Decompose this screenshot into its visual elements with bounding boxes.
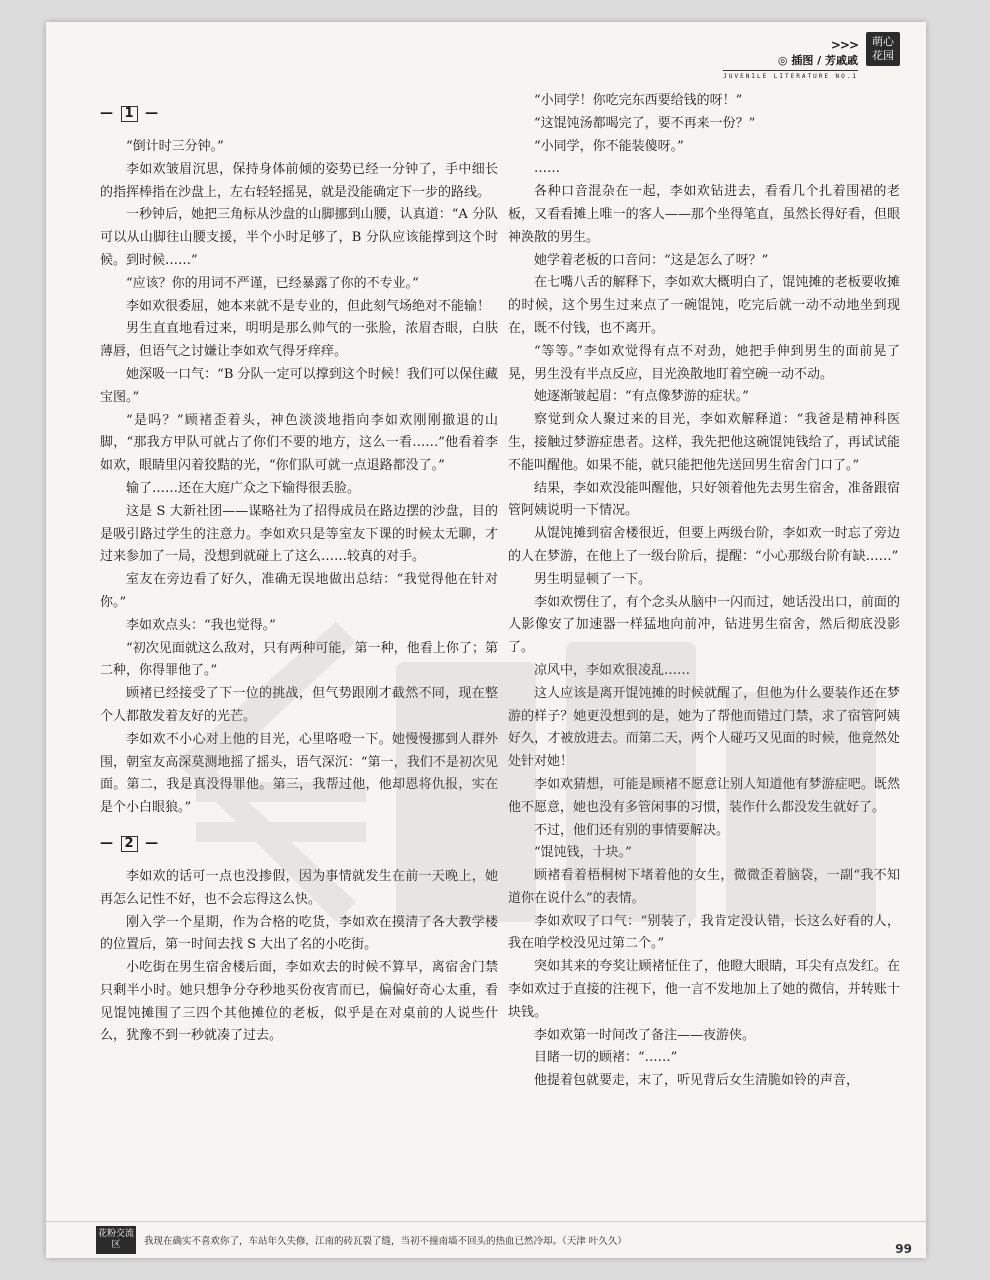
paragraph: 李如欢叹了口气：“别装了，我肯定没认错，长这么好看的人，我在咱学校没见过第二个。” xyxy=(508,913,900,952)
paragraph: 目睹一切的顾褚：“……” xyxy=(534,1050,678,1066)
paragraph: 结果，李如欢没能叫醒他，只好领着他先去男生宿舍，准备跟宿管阿姨说明一下情况。 xyxy=(508,480,900,519)
paragraph: “初次见面就这么敌对，只有两种可能，第一种，他看上你了；第二种，你得罪他了。” xyxy=(100,640,498,679)
paragraph: 男生明显顿了一下。 xyxy=(534,571,652,587)
paragraph: 凉风中，李如欢很凌乱…… xyxy=(534,662,691,678)
paragraph: “等等。”李如欢觉得有点不对劲，她把手伸到男生的面前晃了晃，男生没有半点反应，目光涣散地盯着空碗一动不动。 xyxy=(508,343,900,382)
arrow-icon: >>> xyxy=(830,38,858,52)
paragraph: 顾褚已经接受了下一位的挑战，但气势跟刚才截然不同，现在整个人都散发着友好的光芒。 xyxy=(100,686,498,724)
section-number: 2 xyxy=(121,836,138,852)
paragraph: “馄饨钱，十块。” xyxy=(534,845,632,861)
footer-quote: 我现在确实不喜欢你了，车站年久失修，江南的砖瓦裂了缝，当初不撞南墙不回头的热血已然冷却。（天津 叶久久） xyxy=(144,1236,627,1247)
paragraph: 一秒钟后，她把三角标从沙盘的山脚挪到山腰，认真道：“A 分队可以从山脚往山腰支援，半个小时足够了，B 分队应该能撑到这个时候。到时候……” xyxy=(100,207,498,268)
paragraph: 输了……还在大庭广众之下输得很丢脸。 xyxy=(126,480,361,496)
paragraph: 室友在旁边看了好久，准确无误地做出总结：“我觉得他在针对你。” xyxy=(100,572,498,610)
paragraph: 李如欢愣住了，有个念头从脑中一闪而过，她话没出口，前面的人影像安了加速器一样猛地向前冲，钻进男生宿舍，然后彻底没影了。 xyxy=(508,594,900,656)
column-logo: 萌心花园 xyxy=(866,32,900,66)
paragraph: “是吗？”顾褚歪着头，神色淡淡地指向李如欢刚刚撤退的山脚，“那我方甲队可就占了你们不要的地方，这么一看……”他看着李如欢，眼睛里闪着狡黠的光，“你们队可就一点退路都没了。” xyxy=(100,412,498,474)
paragraph: …… xyxy=(534,161,560,177)
paragraph: 男生直直地看过来，明明是那么帅气的一张脸，浓眉杏眼，白肤薄唇，但语气之讨嫌让李如欢气得牙痒痒。 xyxy=(100,321,498,360)
section-heading: — 1 — xyxy=(100,106,159,121)
paragraph: 李如欢猜想，可能是顾褚不愿意让别人知道他有梦游症吧。既然他不愿意，她也没有多管闲事的习惯，装作什么都没发生就好了。 xyxy=(508,776,900,815)
paragraph: 突如其来的夸奖让顾褚怔住了，他瞪大眼睛，耳尖有点发红。在李如欢过于直接的注视下，他一言不发地加上了她的微信，并转账十块钱。 xyxy=(508,959,900,1020)
paragraph: “倒计时三分钟。” xyxy=(126,139,224,154)
page-footer xyxy=(46,1221,926,1258)
paragraph: 她逐渐皱起眉：“有点像梦游的症状。” xyxy=(534,389,749,405)
paragraph: “这馄饨汤都喝完了，要不再来一份？” xyxy=(534,115,756,131)
paragraph: 李如欢很委屈，她本来就不是专业的，但此刻气场绝对不能输！ xyxy=(126,298,491,314)
illustrator-credit: ◎ 插图 / 芳戚戚 xyxy=(723,52,858,71)
paragraph: “小同学！你吃完东西要给钱的呀！” xyxy=(534,93,743,108)
paragraph: 刚入学一个星期，作为合格的吃货，李如欢在摸清了各大教学楼的位置后，第一时间去找 S 大出了名的小吃街。 xyxy=(100,914,498,953)
paragraph: 她学着老板的口音问：“这是怎么了呀？” xyxy=(534,252,769,268)
paragraph: 从馄饨摊到宿舍楼很近，但要上两级台阶，李如欢一时忘了旁边的人在梦游，在他上了一级台阶后，提醒：“小心那级台阶有缺……” xyxy=(508,526,900,564)
paragraph: 这人应该是离开馄饨摊的时候就醒了，但他为什么要装作还在梦游的样子？她更没想到的是，她为了帮他而错过门禁，求了宿管阿姨好久，才被放进去。而第二天，两个人碰巧又见面的时候，他竟然处处针对她！ xyxy=(508,685,900,770)
paragraph: 不过，他们还有别的事情要解决。 xyxy=(534,822,730,838)
paragraph: 在七嘴八舌的解释下，李如欢大概明白了，馄饨摊的老板要收摊的时候，这个男生过来点了一碗馄饨，吃完后就一动不动地坐到现在，既不付钱，也不离开。 xyxy=(508,275,900,336)
paragraph: 李如欢不小心对上他的目光，心里咯噔一下。她慢慢挪到人群外围，朝室友高深莫测地摇了摇头，语气深沉：“第一，我们不是初次见面。第二，我是真没得罪他。第三，我帮过他，他却恩将仇报，实在是个小白眼狼。” xyxy=(100,731,498,816)
paragraph: 各种口音混杂在一起，李如欢钻进去，看看几个扎着围裙的老板，又看看摊上唯一的客人——那个坐得笔直，虽然长得好看，但眼神涣散的男生。 xyxy=(508,184,900,245)
paragraph: 李如欢点头：“我也觉得。” xyxy=(126,617,276,633)
paragraph: 顾褚看着梧桐树下堵着他的女生，微微歪着脑袋，一副“我不知道你在说什么”的表情。 xyxy=(508,868,900,906)
left-column xyxy=(100,90,498,1048)
paragraph: “小同学，你不能装傻呀。” xyxy=(534,138,684,154)
paragraph: 这是 S 大新社团——谋略社为了招得成员在路边摆的沙盘，目的是吸引路过学生的注意力。李如欢只是等室友下课的时候太无聊，才过来参加了一局，没想到就碰上了这么……较真的对手。 xyxy=(100,503,498,565)
paragraph: 李如欢皱眉沉思，保持身体前倾的姿势已经一分钟了，手中细长的指挥棒指在沙盘上，左右轻轻摇晃，就是没能确定下一步的路线。 xyxy=(100,161,498,200)
right-column xyxy=(508,90,900,1093)
paragraph: “应该？你的用词不严谨，已经暴露了你的不专业。” xyxy=(126,275,419,291)
paragraph: 李如欢第一时间改了备注——夜游侠。 xyxy=(534,1027,756,1043)
paragraph: 察觉到众人聚过来的目光，李如欢解释道：“我爸是精神科医生，接触过梦游症患者。这样，我先把他这碗馄饨钱给了，再试试能不能叫醒他。如果不能，就只能把他先送回男生宿舍门口了。” xyxy=(508,412,900,473)
column-english-title: JUVENILE LITERATURE NO.1 xyxy=(723,73,858,80)
section-number: 1 xyxy=(121,106,138,122)
paragraph: 李如欢的话可一点也没掺假，因为事情就发生在前一天晚上，她再怎么记性不好，也不会忘得这么快。 xyxy=(100,868,498,907)
footer-badge: 花粉交流区 xyxy=(96,1226,136,1254)
paragraph: 小吃街在男生宿舍楼后面，李如欢去的时候不算早，离宿舍门禁只剩半小时。她只想争分夺秒地买份夜宵而已，偏偏好奇心太重，看见馄饨摊围了三四个其他摊位的老板，似乎是在对桌前的人说些什么，犹豫不到一秒就凑了过去。 xyxy=(100,960,498,1044)
header-text xyxy=(723,38,858,80)
paragraph: 她深吸一口气：“B 分队一定可以撑到这个时候！我们可以保住藏宝图。” xyxy=(100,366,498,405)
paragraph: 他提着包就要走，末了，听见背后女生清脆如铃的声音， xyxy=(534,1073,860,1089)
page-header xyxy=(723,32,900,80)
section-heading: — 2 — xyxy=(100,835,159,851)
magazine-page xyxy=(46,22,926,1258)
page-number: 99 xyxy=(895,1242,912,1256)
